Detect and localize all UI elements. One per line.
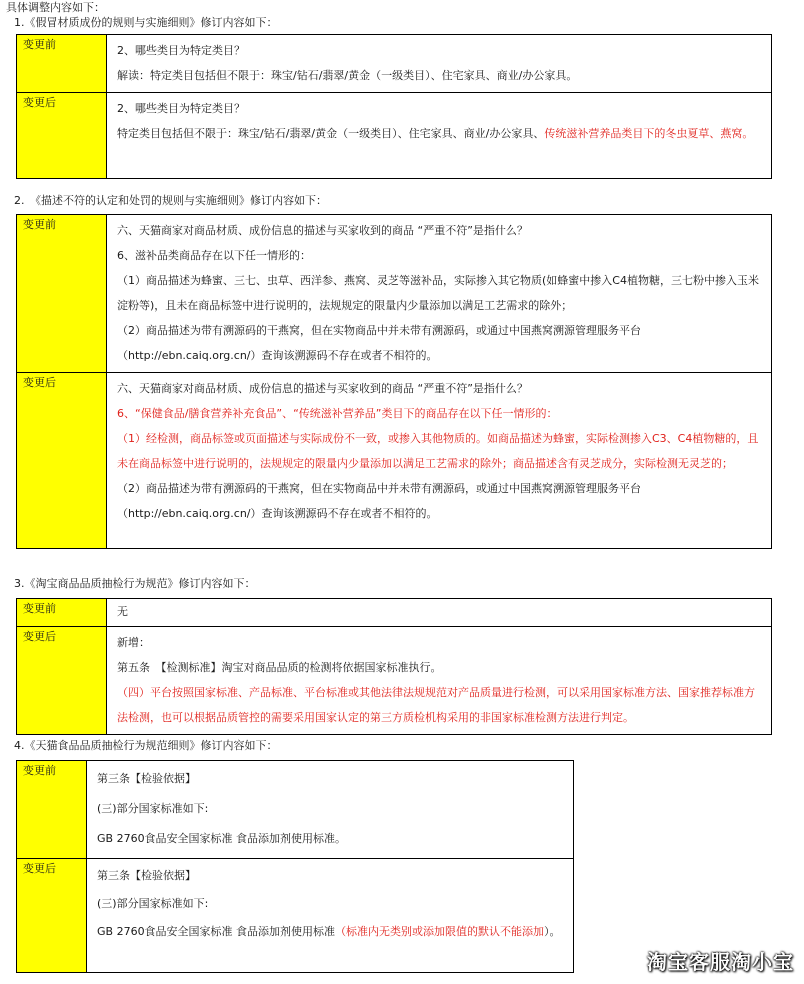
highlighted-paragraph: （四）平台按照国家标准、产品标准、平台标准或其他法律法规规范对产品质量进行检测，可以采用国家标准方法、国家推荐标准方法检测，也可以根据品质管控的需要采用国家认定的第三方质检机构采用的非国家标准检测方法进行判定。 [117,686,755,724]
section-3-before-content [107,599,772,627]
before-label: 变更前 [17,215,107,373]
before-label: 变更前 [17,35,107,93]
section-4-after-row [17,859,574,973]
watermark: 淘宝客服淘小宝 [647,950,794,974]
section-2-heading: 2. 《描述不符的认定和处罚的规则与实施细则》修订内容如下： [14,194,327,207]
section-4-table [16,760,574,973]
content-paragraph: （2）商品描述为带有溯源码的干燕窝，但在实物商品中并未带有溯源码，或通过中国燕窝溯源管理服务平台（http://ebn.caiq.org.cn/）查询该溯源码不存在或者不相符的。 [117,324,641,362]
content-line: 六、天猫商家对商品材质、成份信息的描述与买家收到的商品 “严重不符”是指什么？ [117,224,528,237]
content-line: 第三条【检验依据】 [97,869,196,882]
section-3-heading: 3.《淘宝商品品质抽检行为规范》修订内容如下： [14,577,256,590]
content-text: ）。 [544,925,561,938]
section-4-heading: 4.《天猫食品品质抽检行为规范细则》修订内容如下： [14,739,278,752]
content-paragraph: （2）商品描述为带有溯源码的干燕窝，但在实物商品中并未带有溯源码，或通过中国燕窝溯源管理服务平台（http://ebn.caiq.org.cn/）查询该溯源码不存在或者不相符的。 [117,482,641,520]
content-line: 2、哪些类目为特定类目？ [117,44,245,57]
section-1-before-row [17,35,772,93]
before-label: 变更前 [17,761,87,859]
intro-text: 具体调整内容如下： [6,1,105,14]
section-3-after-row [17,627,772,735]
section-3-table [16,598,772,735]
section-2-after-content [107,373,772,549]
highlighted-paragraph: （1）经检测，商品标签或页面描述与实际成份不一致，或掺入其他物质的。如商品描述为蜂蜜，实际检测掺入C3、C4植物糖的，且未在商品标签中进行说明的，法规规定的限量内少量添加以满足工艺需求的除外；商品描述含有灵芝成分，实际检测无灵芝的； [117,432,759,470]
section-1-before-content [107,35,772,93]
content-line: 新增： [117,636,150,649]
highlighted-text: （标准内无类别或添加限值的默认不能添加 [335,925,545,938]
after-label: 变更后 [17,93,107,179]
content-line: GB 2760食品安全国家标准 食品添加剂使用标准。 [97,832,347,845]
section-1-after-content [107,93,772,179]
content-text: 特定类目包括但不限于：珠宝/钻石/翡翠/黄金（一级类目）、住宅家具、商业/办公家具、 [117,127,545,140]
section-2-table [16,214,772,549]
content-paragraph: （1）商品描述为蜂蜜、三七、虫草、西洋参、燕窝、灵芝等滋补品，实际掺入其它物质(如蜂蜜中掺入C4植物糖，三七粉中掺入玉米淀粉等)，且未在商品标签中进行说明的，法规规定的限量内少量添加以满足工艺需求的除外； [117,274,759,312]
before-label: 变更前 [17,599,107,627]
content-line: 6、滋补品类商品存在以下任一情形的： [117,249,311,262]
section-1-after-row [17,93,772,179]
section-1-table [16,34,772,179]
section-2-before-row [17,215,772,373]
section-2-after-row [17,373,772,549]
after-label: 变更后 [17,373,107,549]
section-4-after-content [87,859,574,973]
section-4-before-content [87,761,574,859]
content-line: 六、天猫商家对商品材质、成份信息的描述与买家收到的商品 “严重不符”是指什么？ [117,382,528,395]
highlighted-text: 传统滋补营养品类目下的冬虫夏草、燕窝。 [544,127,754,140]
content-line: 无 [117,605,128,618]
content-text: GB 2760食品安全国家标准 食品添加剂使用标准 [97,925,336,938]
content-line: (三)部分国家标准如下: [97,897,209,910]
after-label: 变更后 [17,627,107,735]
content-line: 第五条 【检测标准】淘宝对商品品质的检测将依据国家标准执行。 [117,661,442,674]
section-2-before-content [107,215,772,373]
highlighted-line: 6、“保健食品/膳食营养补充食品”、“传统滋补营养品”类目下的商品存在以下任一情形的： [117,407,558,420]
content-paragraph [97,918,563,946]
content-paragraph [117,121,761,146]
content-line: 2、哪些类目为特定类目？ [117,102,245,115]
content-line: (三)部分国家标准如下: [97,802,209,815]
section-4-before-row [17,761,574,859]
section-3-before-row [17,599,772,627]
section-1-heading: 1.《假冒材质成份的规则与实施细则》修订内容如下： [14,16,278,29]
section-3-after-content [107,627,772,735]
content-line: 第三条【检验依据】 [97,772,196,785]
content-line: 解读：特定类目包括但不限于：珠宝/钻石/翡翠/黄金（一级类目）、住宅家具、商业/办公家具。 [117,69,578,82]
after-label: 变更后 [17,859,87,973]
